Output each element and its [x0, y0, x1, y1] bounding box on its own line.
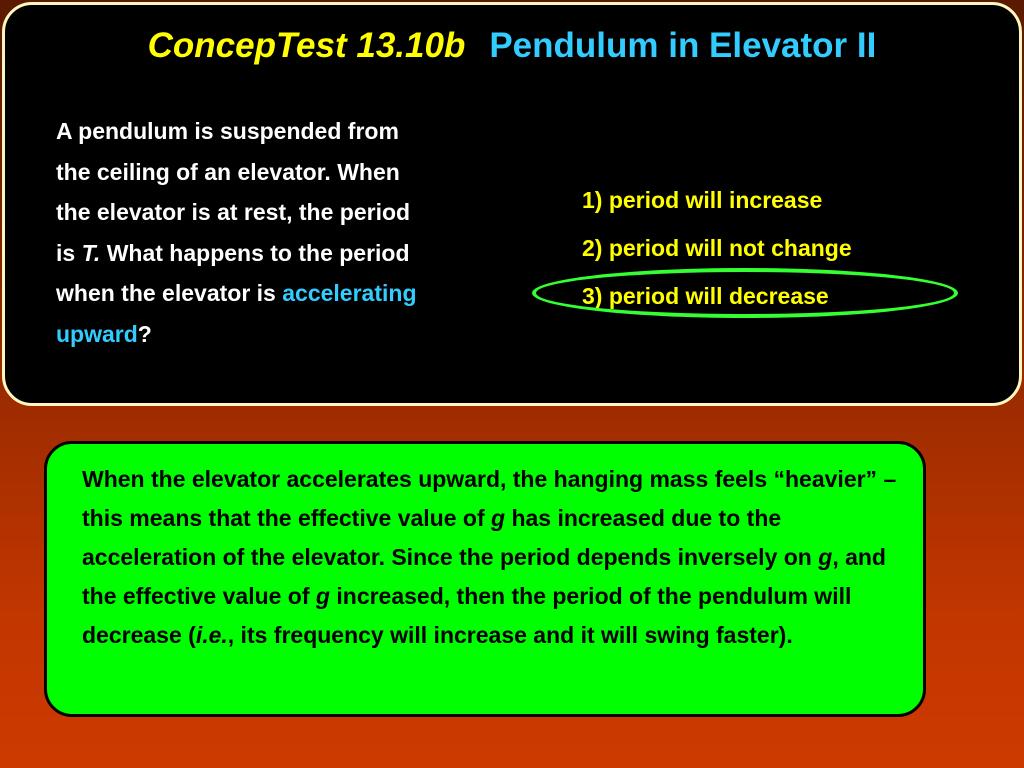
title-prefix: ConcepTest 13.10b [147, 26, 466, 65]
g-symbol: g [818, 544, 833, 570]
question-line [56, 233, 526, 274]
g-symbol: g [315, 583, 330, 609]
option-3[interactable]: 3) period will decrease [582, 283, 829, 309]
ie-abbreviation: i.e. [195, 622, 228, 648]
highlight-upward: upward [56, 320, 138, 347]
question-fragment: is [56, 239, 82, 266]
slide-title [0, 26, 1024, 66]
question-line [56, 273, 526, 314]
correct-answer-ring [532, 268, 958, 318]
g-symbol: g [491, 505, 506, 531]
explanation-fragment: , its frequency will increase and it will swing faster). [227, 622, 793, 648]
title-main: Pendulum in Elevator II [489, 26, 877, 65]
question-line: A pendulum is suspended from [56, 118, 399, 144]
question-line: the ceiling of an elevator. When [56, 158, 400, 185]
option-1[interactable]: 1) period will increase [582, 187, 823, 213]
explanation-fragment: increased, then the period of the pendulum will decrease ( [82, 583, 852, 648]
question-fragment: when the elevator is [56, 280, 283, 306]
question-line: the elevator is at rest, the period [56, 199, 411, 225]
question-line [56, 314, 526, 355]
explanation-text [82, 460, 902, 655]
question-text [56, 111, 526, 354]
period-symbol: T. [81, 239, 101, 266]
question-fragment: What happens to the period [100, 239, 410, 266]
option-2[interactable]: 2) period will not change [582, 235, 852, 261]
explanation-fragment: has increased due to the acceleration of the elevator. Since the period depends inversely on [82, 505, 819, 570]
question-mark: ? [137, 320, 152, 347]
explanation-fragment: When the elevator accelerates upward, the hanging mass feels “heavier” – this means that the effective value of [82, 466, 897, 531]
explanation-fragment: , and the effective value of [82, 544, 886, 609]
highlight-accelerating: accelerating [282, 280, 417, 306]
